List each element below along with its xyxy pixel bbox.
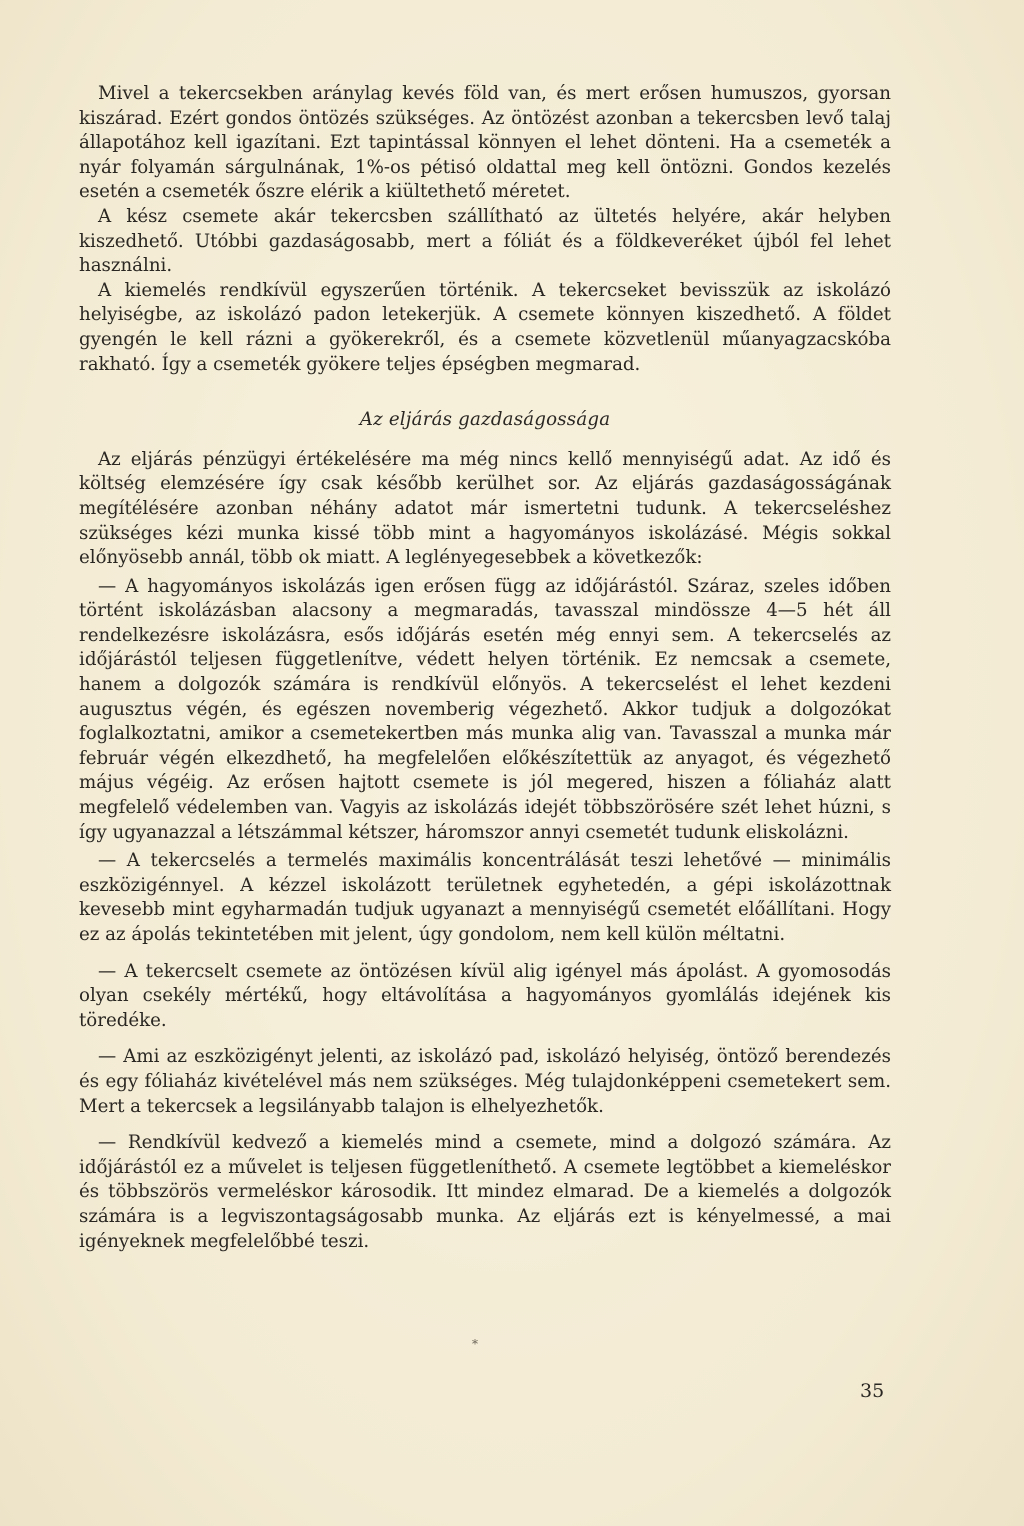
list-item-equipment: — Ami az eszközigényt jelenti, az iskolázó pad, iskolázó helyiség, öntöző berendezés és egy fóliaház kivételével más nem szükséges. Még tulajdonképpeni csemetekert sem. Mert a tekercsek a legsilányabb talajon is elhelyezhetők. bbox=[79, 1046, 891, 1117]
list-item-care: — A tekercselt csemete az öntözésen kívül alig igényel más ápolást. A gyomosodás olyan csekély mértékű, hogy eltávolítása a hagyományos gyomlálás idejének kis töredéke. bbox=[79, 960, 891, 1031]
text-column bbox=[79, 82, 891, 1254]
section-separator: * bbox=[472, 1337, 478, 1351]
paragraph-lifting: A kiemelés rendkívül egyszerűen történik. A tekercseket bevisszük az iskolázó helyiségbe, az iskolázó padon letekerjük. A csemete könnyen kiszedhető. A földet gyengén le kell rázni a gyökerekről, és a csemete közvetlenül műanyagzacskóba rakható. Így a csemeték gyökere teljes épségben megmarad. bbox=[79, 279, 891, 375]
section-heading: Az eljárás gazdaságossága bbox=[359, 409, 611, 431]
list-item-weather: — A hagyományos iskolázás igen erősen függ az időjárástól. Száraz, szeles időben történt iskolázásban alacsony a megmaradás, tavasszal mindössze 4—5 hét áll rendelkezésre iskolázásra, esős időjárás esetén még ennyi sem. A tekercselés az időjárástól teljesen függetlenítve, védett helyen történik. Ez nemcsak a csemete, hanem a dolgozók számára is rendkívül előnyös. A tekercselést el lehet kezdeni augusztus végén, és egészen novemberig végezhető. Akkor tudjuk a dolgozókat foglalkoztatni, amikor a csemetekertben más munka alig van. Tavasszal a munka már február végén elkezdhető, ha megfelelően előkészítettük az anyagot, és végezhető május végéig. Az erősen hajtott csemete is jól megered, hiszen a fóliaház alatt megfelelő védelemben van. Vagyis az iskolázás idejét többszörösére szét lehet húzni, s így ugyanazzal a létszámmal kétszer, háromszor annyi csemetét tudunk eliskolázni. bbox=[79, 575, 891, 843]
list-item-lifting-benefit: — Rendkívül kedvező a kiemelés mind a csemete, mind a dolgozó számára. Az időjárástól ez a művelet is teljesen függetleníthető. A csemete legtöbbet a kiemeléskor és többszörös vermeléskor károsodik. Itt mindez elmarad. De a kiemelés a dolgozók számára is a legviszontagságosabb munka. Az eljárás ezt is kényelmessé, a mai igényeknek megfelelőbbé teszi. bbox=[79, 1132, 891, 1252]
paragraph-transport: A kész csemete akár tekercsben szállítható az ültetés helyére, akár helyben kiszedhető. Utóbbi gazdaságosabb, mert a fóliát és a földkeveréket újból fel lehet használni. bbox=[79, 205, 891, 277]
paragraph-watering: Mivel a tekercsekben aránylag kevés föld van, és mert erősen humuszos, gyorsan kiszárad. Ezért gondos öntözés szükséges. Az öntözést azonban a tekercsben levő talaj állapotához kell igazítani. Ezt tapintással könnyen el lehet dönteni. Ha a csemeték a nyár folyamán sárgulnának, 1%-os pétisó oldattal meg kell öntözni. Gondos kezelés esetén a csemeték őszre elérik a kiültethető méretet. bbox=[79, 83, 891, 203]
paragraph-economics-intro: Az eljárás pénzügyi értékelésére ma még nincs kellő mennyiségű adat. Az idő és költség elemzésére így csak később kerülhet sor. Az eljárás gazdaságosságának megítélésére azonban néhány adatot már ismertetni tudunk. A tekercseléshez szükséges kézi munka kissé több mint a hagyományos iskolázásé. Mégis sokkal előnyösebb annál, több ok miatt. A leglényegesebbek a következők: bbox=[79, 448, 891, 569]
page-number: 35 bbox=[860, 1380, 885, 1402]
list-item-concentration: — A tekercselés a termelés maximális koncentrálását teszi lehetővé — minimális eszközigénnyel. A kézzel iskolázott területnek egyhetedén, a gépi iskolázottnak kevesebb mint egyharmadán tudjuk ugyanazt a mennyiségű csemetét előállítani. Hogy ez az ápolás tekintetében mit jelent, úgy gondolom, nem kell külön méltatni. bbox=[79, 850, 891, 945]
